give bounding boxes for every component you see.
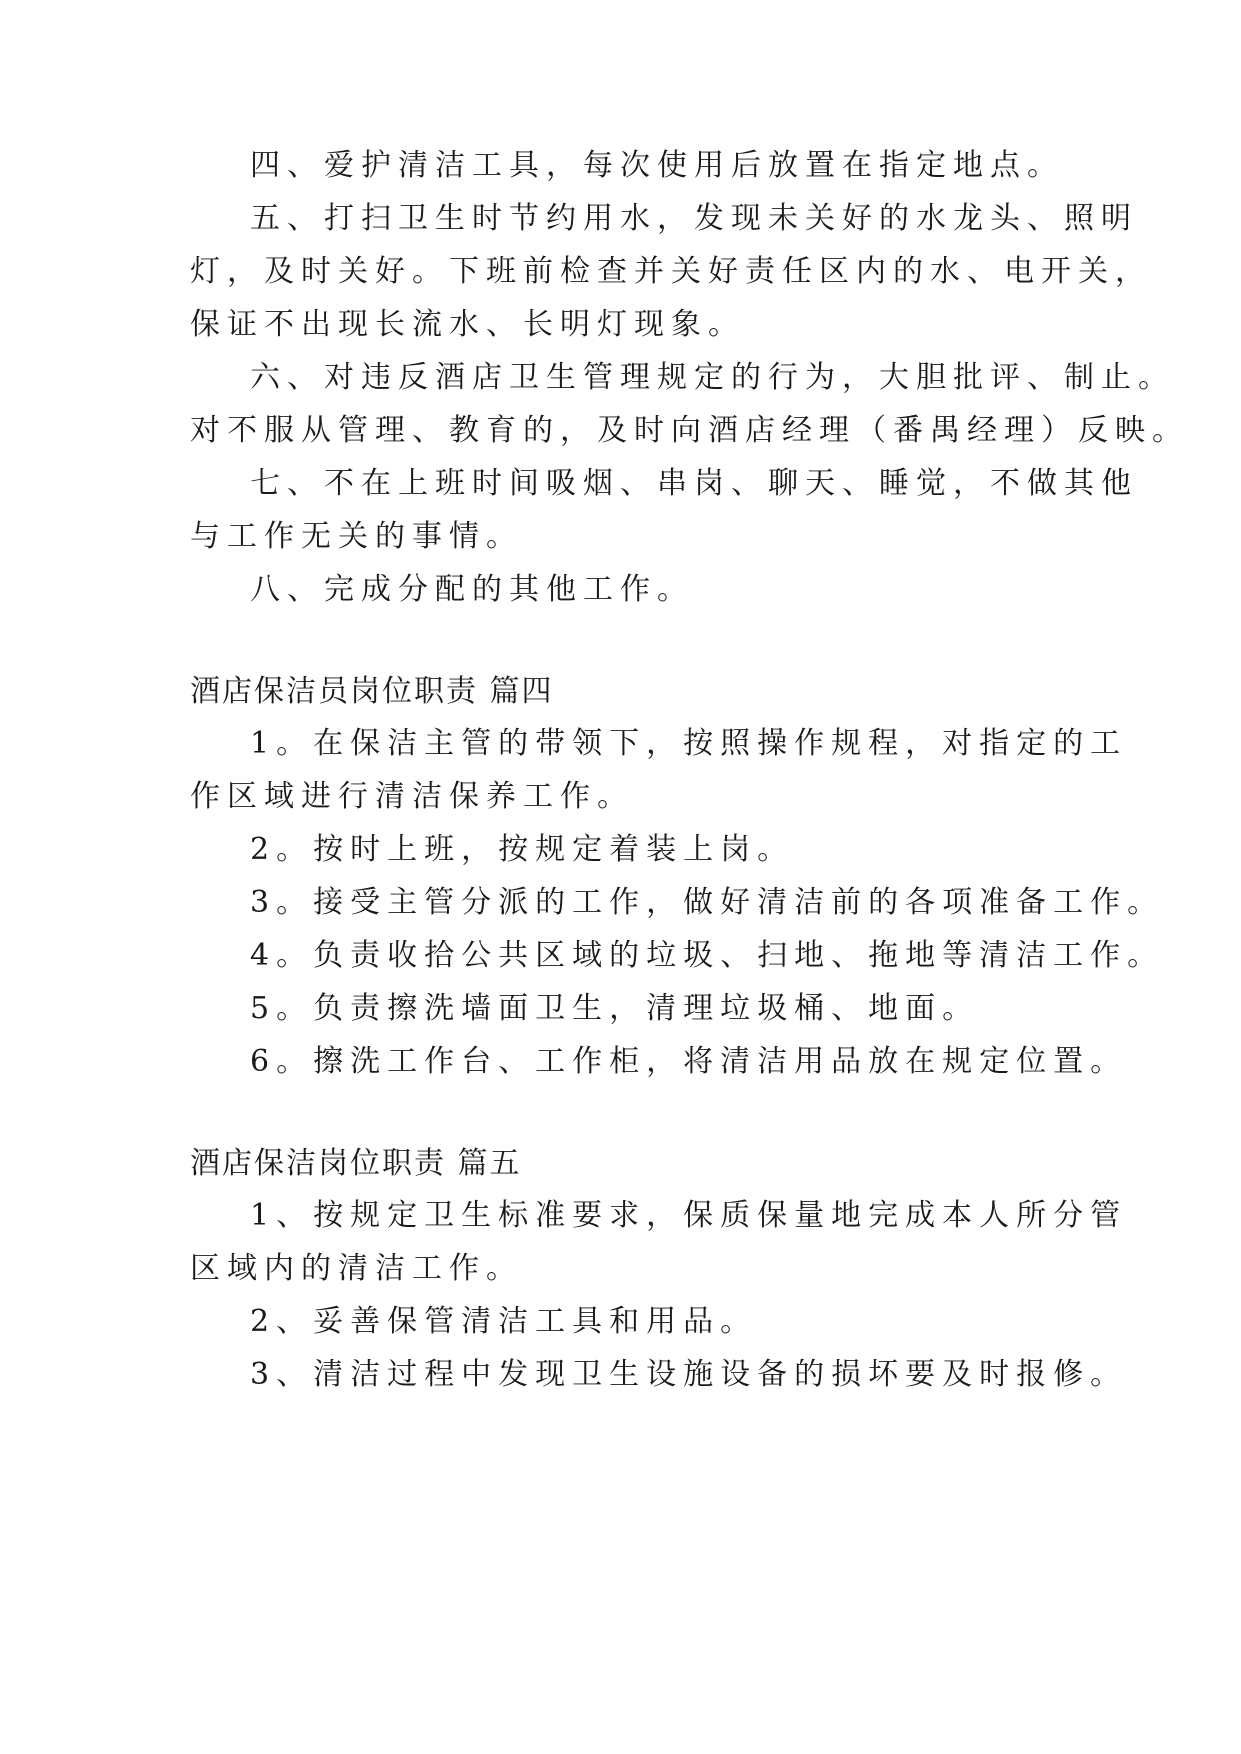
paragraph-line: 与工作无关的事情。 xyxy=(190,519,523,554)
paragraph-line: 6。擦洗工作台、工作柜，将清洁用品放在规定位置。 xyxy=(250,1044,1128,1079)
paragraph-line: 四、爱护清洁工具，每次使用后放置在指定地点。 xyxy=(250,148,1064,183)
paragraph-line: 对不服从管理、教育的，及时向酒店经理（番禺经理）反映。 xyxy=(190,413,1189,448)
section-heading: 酒店保洁岗位职责 篇五 xyxy=(190,1146,522,1181)
paragraph-line: 1、按规定卫生标准要求，保质保量地完成本人所分管 xyxy=(250,1198,1128,1233)
paragraph-line: 作区域进行清洁保养工作。 xyxy=(190,779,634,814)
paragraph-line: 3、清洁过程中发现卫生设施设备的损坏要及时报修。 xyxy=(250,1357,1128,1392)
section-heading: 酒店保洁员岗位职责 篇四 xyxy=(190,674,554,709)
paragraph-line: 2。按时上班，按规定着装上岗。 xyxy=(250,832,795,867)
paragraph-line: 3。接受主管分派的工作，做好清洁前的各项准备工作。 xyxy=(250,885,1165,920)
paragraph-line: 2、妥善保管清洁工具和用品。 xyxy=(250,1304,758,1339)
paragraph-line: 1。在保洁主管的带领下，按照操作规程，对指定的工 xyxy=(250,726,1128,761)
paragraph-line: 七、不在上班时间吸烟、串岗、聊天、睡觉，不做其他 xyxy=(250,466,1138,501)
paragraph-line: 4。负责收拾公共区域的垃圾、扫地、拖地等清洁工作。 xyxy=(250,938,1165,973)
paragraph-line: 六、对违反酒店卫生管理规定的行为，大胆批评、制止。 xyxy=(250,360,1175,395)
paragraph-line: 保证不出现长流水、长明灯现象。 xyxy=(190,307,745,342)
paragraph-line: 区域内的清洁工作。 xyxy=(190,1251,523,1286)
paragraph-line: 5。负责擦洗墙面卫生，清理垃圾桶、地面。 xyxy=(250,991,980,1026)
paragraph-line: 五、打扫卫生时节约用水，发现未关好的水龙头、照明 xyxy=(250,201,1138,236)
paragraph-line: 八、完成分配的其他工作。 xyxy=(250,572,694,607)
paragraph-line: 灯，及时关好。下班前检查并关好责任区内的水、电开关， xyxy=(190,254,1152,289)
